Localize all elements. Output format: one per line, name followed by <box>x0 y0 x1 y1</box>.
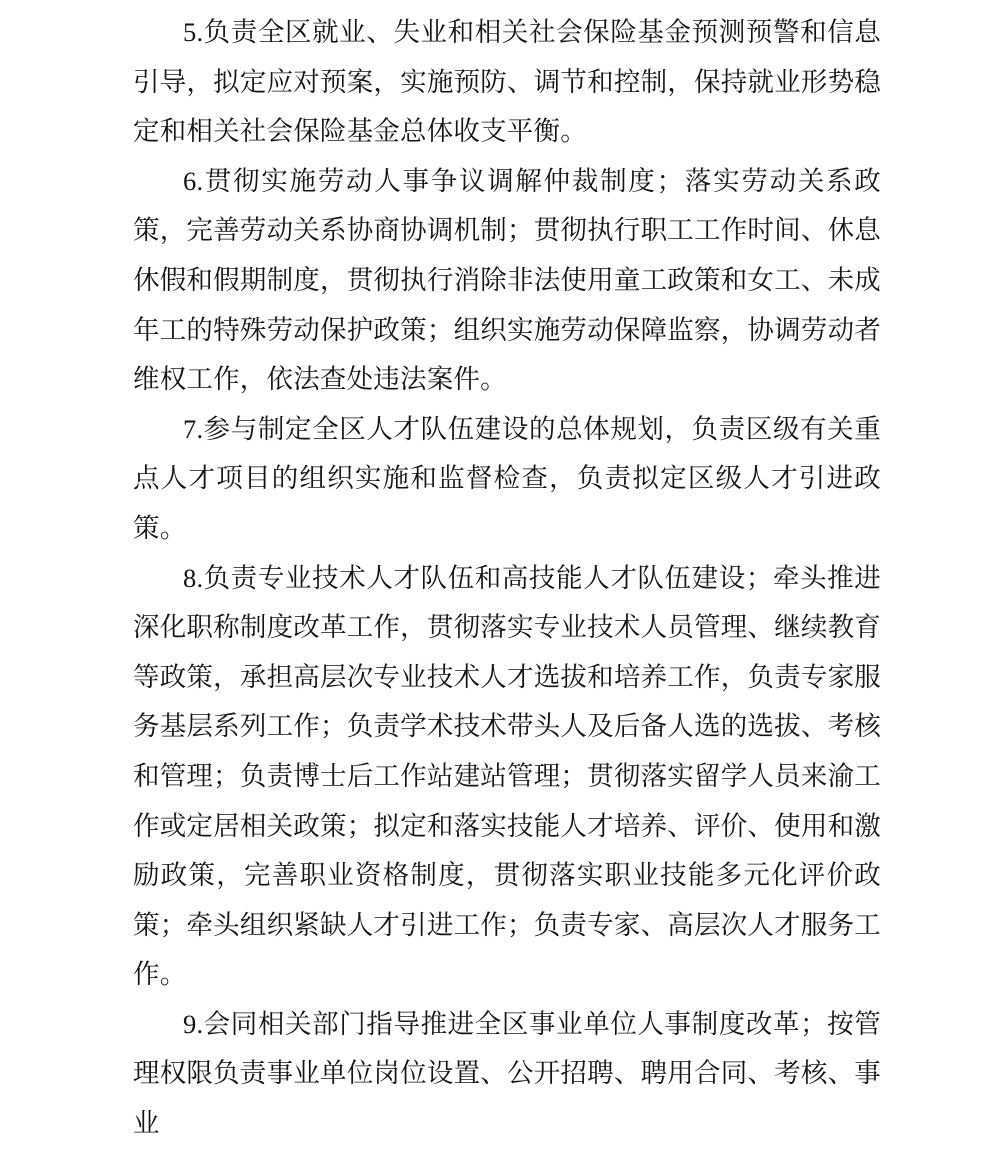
paragraph-item-7: 7.参与制定全区人才队伍建设的总体规划，负责区级有关重点人才项目的组织实施和监督检查，负责拟定区级人才引进政策。 <box>133 413 881 543</box>
paragraph-item-5: 5.负责全区就业、失业和相关社会保险基金预测预警和信息引导，拟定应对预案，实施预防、调节和控制，保持就业形势稳定和相关社会保险基金总体收支平衡。 <box>133 17 881 147</box>
paragraph-item-8: 8.负责专业技术人才队伍和高技能人才队伍建设；牵头推进深化职称制度改革工作，贯彻落实专业技术人员管理、继续教育等政策，承担高层次专业技术人才选拔和培养工作，负责专家服务基层系列工作；负责学术技术带头人及后备人选的选拔、考核和管理；负责博士后工作站建站管理；贯彻落实留学人员来渝工作或定居相关政策；拟定和落实技能人才培养、评价、使用和激励政策，完善职业资格制度，贯彻落实职业技能多元化评价政策；牵头组织紧缺人才引进工作；负责专家、高层次人才服务工作。 <box>133 562 881 990</box>
paragraph-item-6: 6.贯彻实施劳动人事争议调解仲裁制度；落实劳动关系政策，完善劳动关系协商协调机制；贯彻执行职工工作时间、休息休假和假期制度，贯彻执行消除非法使用童工政策和女工、未成年工的特殊劳动保护政策；组织实施劳动保障监察，协调劳动者维权工作，依法查处违法案件。 <box>133 165 881 395</box>
paragraph-item-9: 9.会同相关部门指导推进全区事业单位人事制度改革；按管理权限负责事业单位岗位设置、公开招聘、聘用合同、考核、事业 <box>133 1008 881 1139</box>
document-body <box>133 8 881 1149</box>
